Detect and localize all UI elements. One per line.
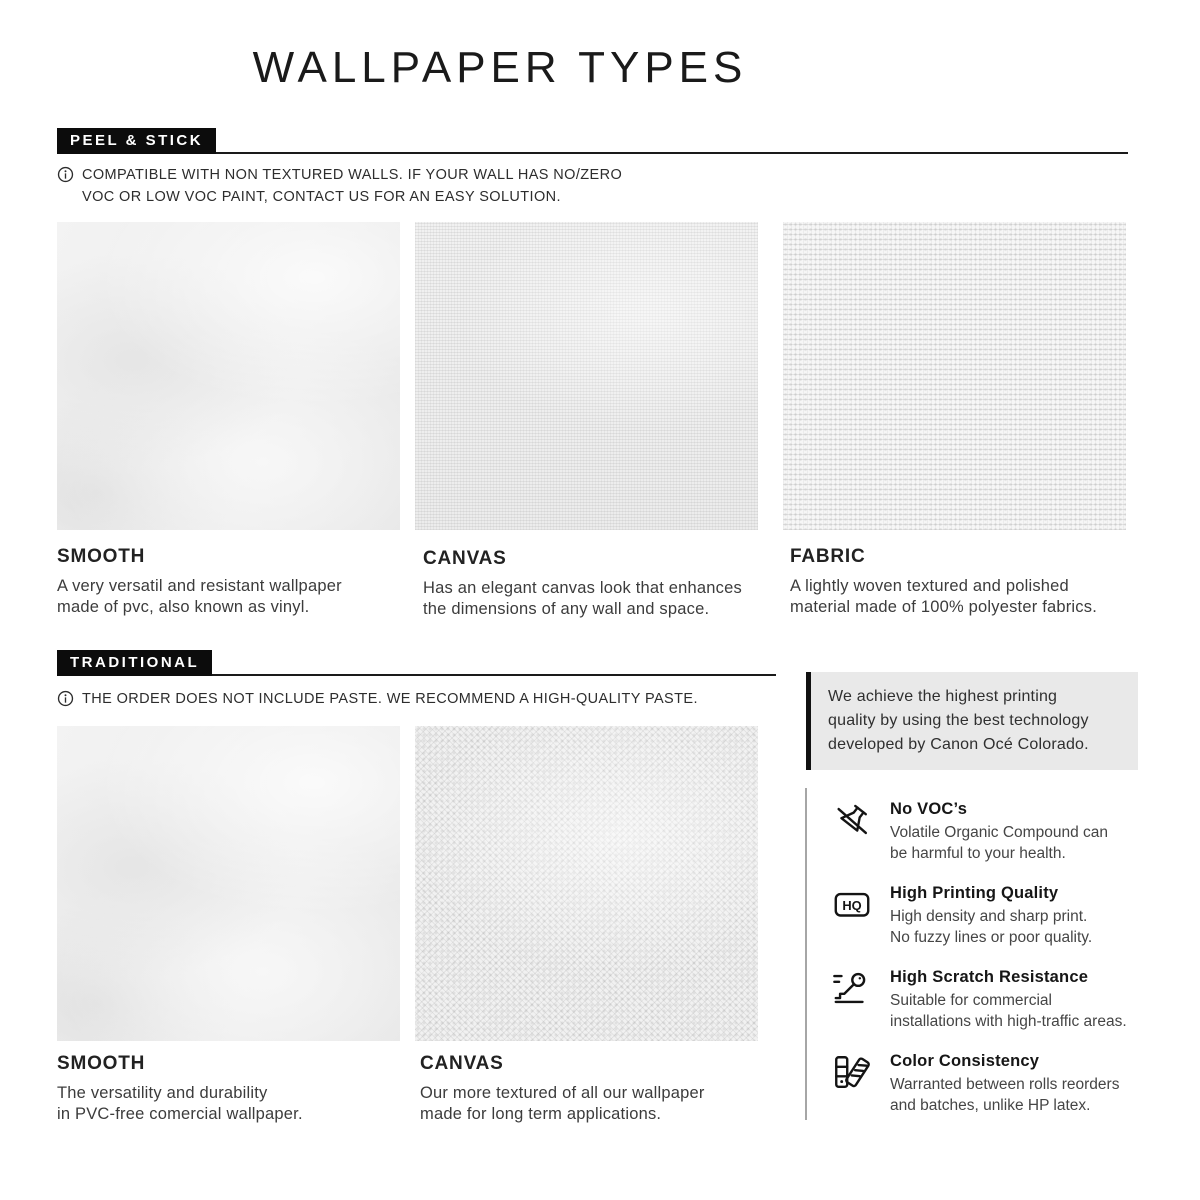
note-text — [82, 688, 698, 710]
swatch-title: SMOOTH — [57, 1053, 146, 1074]
feature-text — [890, 884, 1092, 949]
feature-title: High Printing Quality — [890, 884, 1059, 902]
swatch-image-fabric-peel-stick — [783, 222, 1126, 530]
swatch-title: FABRIC — [790, 546, 866, 567]
page-title: WALLPAPER TYPES — [252, 43, 748, 92]
info-icon — [57, 690, 74, 707]
note-line: THE ORDER DOES NOT INCLUDE PASTE. WE RECOMMEND A HIGH-QUALITY PASTE. — [82, 691, 698, 707]
traditional-note — [57, 688, 777, 710]
desc-line: The versatility and durability — [57, 1084, 268, 1102]
feature-description — [890, 823, 1108, 865]
desc-line: A very versatil and resistant wallpaper — [57, 577, 342, 595]
feature-title: No VOC’s — [890, 800, 968, 818]
swatch-title: SMOOTH — [57, 546, 146, 567]
feature-high-printing-quality — [831, 884, 1141, 949]
swatch-image-canvas-peel-stick — [415, 222, 758, 530]
swatch-image-canvas-traditional — [415, 726, 758, 1041]
desc-line: made of pvc, also known as vinyl. — [57, 598, 310, 617]
caption-smooth-peel-stick — [57, 546, 342, 619]
swatch-description — [423, 578, 742, 621]
caption-smooth-traditional — [57, 1053, 303, 1126]
feature-description — [890, 1075, 1119, 1117]
section-label: PEEL & STICK — [70, 132, 204, 149]
caption-canvas-peel-stick — [423, 548, 742, 621]
desc-line: and batches, unlike HP latex. — [890, 1096, 1091, 1114]
desc-line: Our more textured of all our wallpaper — [420, 1084, 705, 1102]
info-icon — [57, 166, 74, 183]
section-header-traditional — [57, 650, 212, 676]
desc-line: Warranted between rolls reorders — [890, 1076, 1120, 1093]
feature-scratch-resistance — [831, 968, 1141, 1033]
swatch-title: CANVAS — [420, 1053, 504, 1074]
desc-line: the dimensions of any wall and space. — [423, 600, 710, 619]
section-rule-peel-stick — [57, 152, 1128, 154]
note-text — [82, 164, 622, 208]
caption-fabric-peel-stick — [790, 546, 1097, 619]
features-divider-line — [805, 788, 807, 1120]
desc-line: Volatile Organic Compound can — [890, 824, 1108, 841]
desc-line: be harmful to your health. — [890, 844, 1066, 862]
desc-line: in PVC-free comercial wallpaper. — [57, 1105, 303, 1124]
desc-line: installations with high-traffic areas. — [890, 1012, 1127, 1030]
swatch-image-smooth-peel-stick — [57, 222, 400, 530]
printing-quality-callout — [806, 672, 1138, 770]
desc-line: High density and sharp print. — [890, 908, 1088, 925]
feature-color-consistency — [831, 1052, 1141, 1117]
caption-canvas-traditional — [420, 1053, 705, 1126]
swatch-title: CANVAS — [423, 548, 507, 569]
no-voc-flask-icon — [831, 800, 873, 842]
desc-line: made for long term applications. — [420, 1105, 662, 1124]
feature-title: High Scratch Resistance — [890, 968, 1089, 986]
callout-line: developed by Canon Océ Colorado. — [828, 736, 1089, 753]
feature-title: Color Consistency — [890, 1052, 1040, 1070]
hq-badge-icon — [831, 884, 873, 926]
swatch-description — [57, 576, 342, 619]
desc-line: material made of 100% polyester fabrics. — [790, 598, 1097, 617]
swatch-image-smooth-traditional — [57, 726, 400, 1041]
feature-text — [890, 800, 1108, 865]
note-line: COMPATIBLE WITH NON TEXTURED WALLS. IF YOUR WALL HAS NO/ZERO — [82, 167, 623, 183]
desc-line: Has an elegant canvas look that enhances — [423, 579, 742, 597]
peel-stick-note — [57, 164, 697, 208]
swatch-description — [790, 576, 1097, 619]
section-header-peel-stick — [57, 128, 216, 154]
desc-line: A lightly woven textured and polished — [790, 577, 1069, 595]
feature-description — [890, 907, 1092, 949]
callout-line: We achieve the highest printing — [828, 688, 1058, 705]
desc-line: No fuzzy lines or poor quality. — [890, 928, 1093, 946]
swatch-description — [57, 1083, 303, 1126]
swatch-description — [420, 1083, 705, 1126]
feature-text — [890, 968, 1127, 1033]
section-label: TRADITIONAL — [70, 654, 200, 671]
feature-no-voc — [831, 800, 1141, 865]
note-line: VOC OR LOW VOC PAINT, CONTACT US FOR AN EASY SOLUTION. — [82, 189, 561, 206]
feature-description — [890, 991, 1127, 1033]
desc-line: Suitable for commercial — [890, 992, 1052, 1009]
callout-text — [811, 672, 1138, 770]
scratch-key-icon — [831, 968, 873, 1010]
callout-line: quality by using the best technology — [828, 712, 1089, 729]
hq-badge-label: HQ — [842, 897, 862, 913]
feature-text — [890, 1052, 1119, 1117]
color-swatchbook-icon — [831, 1052, 873, 1094]
